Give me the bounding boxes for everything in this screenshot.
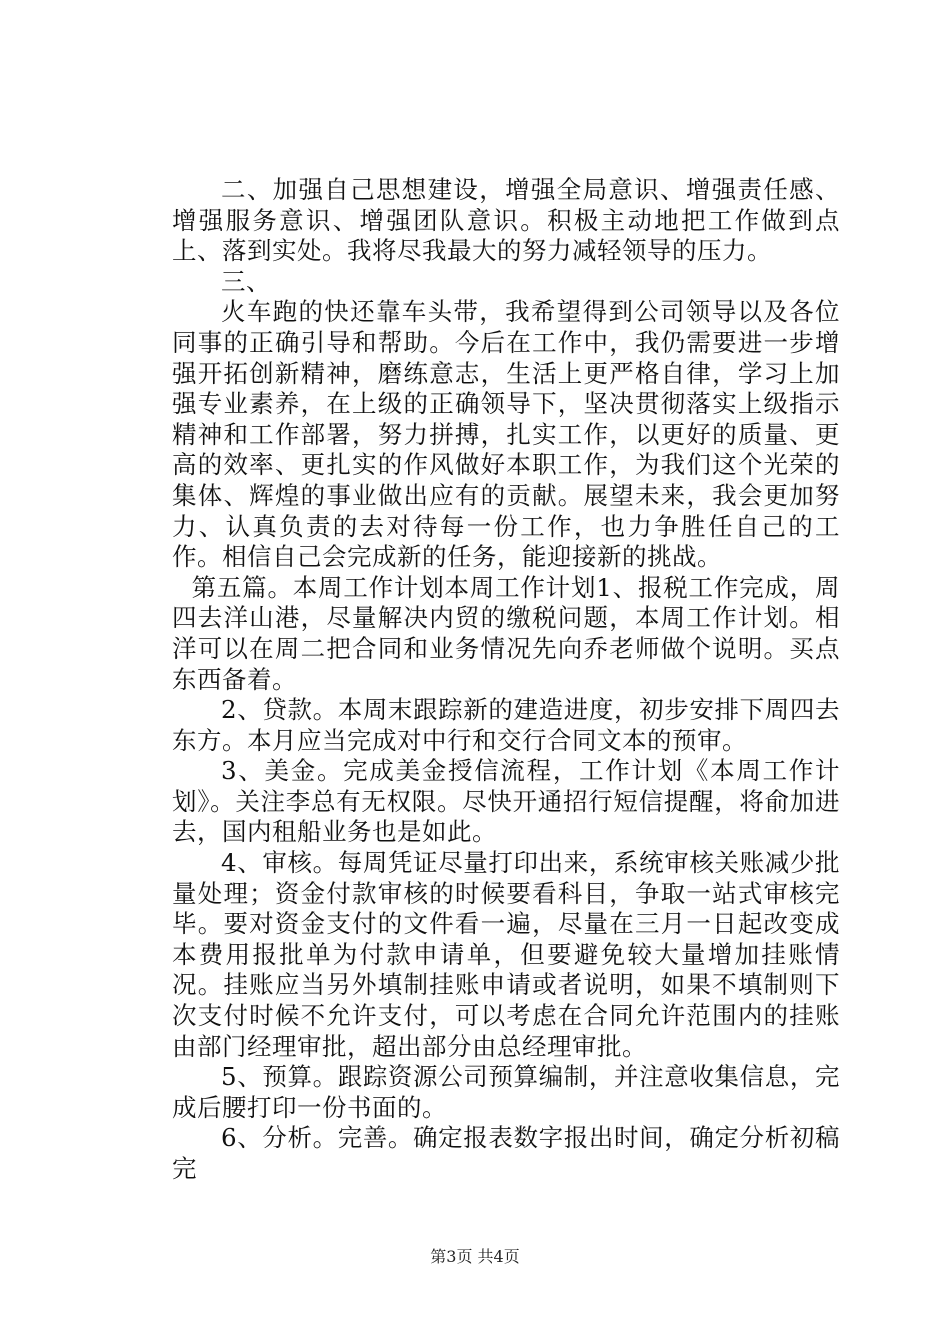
paragraph-section-two: 二、加强自己思想建设，增强全局意识、增强责任感、增强服务意识、增强团队意识。积极主动地把工作做到点上、落到实处。我将尽我最大的努力减轻领导的压力。 xyxy=(172,175,840,266)
paragraph-weekly-plan-item-5: 5、预算。跟踪资源公司预算编制，并注意收集信息，完成后腰打印一份书面的。 xyxy=(172,1062,840,1122)
paragraph-weekly-plan-item-4: 4、审核。每周凭证尽量打印出来，系统审核关账减少批量处理；资金付款审核的时候要看科目，争取一站式审核完毕。要对资金支付的文件看一遍，尽量在三月一日起改变成本费用报批单为付款申请单，但要避免较大量增加挂账情况。挂账应当另外填制挂账申请或者说明，如果不填制则下次支付时候不允许支付，可以考虑在合同允许范围内的挂账由部门经理审批，超出部分由总经理审批。 xyxy=(172,848,840,1061)
page-number-footer: 第3页 共4页 xyxy=(430,1247,520,1266)
paragraph-weekly-plan-item-2: 2、贷款。本周末跟踪新的建造进度，初步安排下周四去东方。本月应当完成对中行和交行合同文本的预审。 xyxy=(172,695,840,755)
paragraph-weekly-plan-item-6: 6、分析。完善。确定报表数字报出时间，确定分析初稿完 xyxy=(172,1123,840,1183)
paragraph-weekly-plan-item-3: 3、美金。完成美金授信流程，工作计划《本周工作计划》。关注李总有无权限。尽快开通招行短信提醒，将俞加进去，国内租船业务也是如此。 xyxy=(172,756,840,847)
paragraph-weekly-plan-item-1: 第五篇。本周工作计划本周工作计划1、报税工作完成，周四去洋山港，尽量解决内贸的缴税问题，本周工作计划。相洋可以在周二把合同和业务情况先向乔老师做个说明。买点东西备着。 xyxy=(172,572,840,694)
document-body xyxy=(172,175,840,1185)
paragraph-outlook: 火车跑的快还靠车头带，我希望得到公司领导以及各位同事的正确引导和帮助。今后在工作中，我仍需要进一步增强开拓创新精神，磨练意志，生活上更严格自律，学习上加强专业素养，在上级的正确领导下，坚决贯彻落实上级指示精神和工作部署，努力拼搏，扎实工作，以更好的质量、更高的效率、更扎实的作风做好本职工作，为我们这个光荣的集体、辉煌的事业做出应有的贡献。展望未来，我会更加努力、认真负责的去对待每一份工作，也力争胜任自己的工作。相信自己会完成新的任务，能迎接新的挑战。 xyxy=(172,297,840,572)
paragraph-section-three-heading: 三、 xyxy=(221,266,271,296)
